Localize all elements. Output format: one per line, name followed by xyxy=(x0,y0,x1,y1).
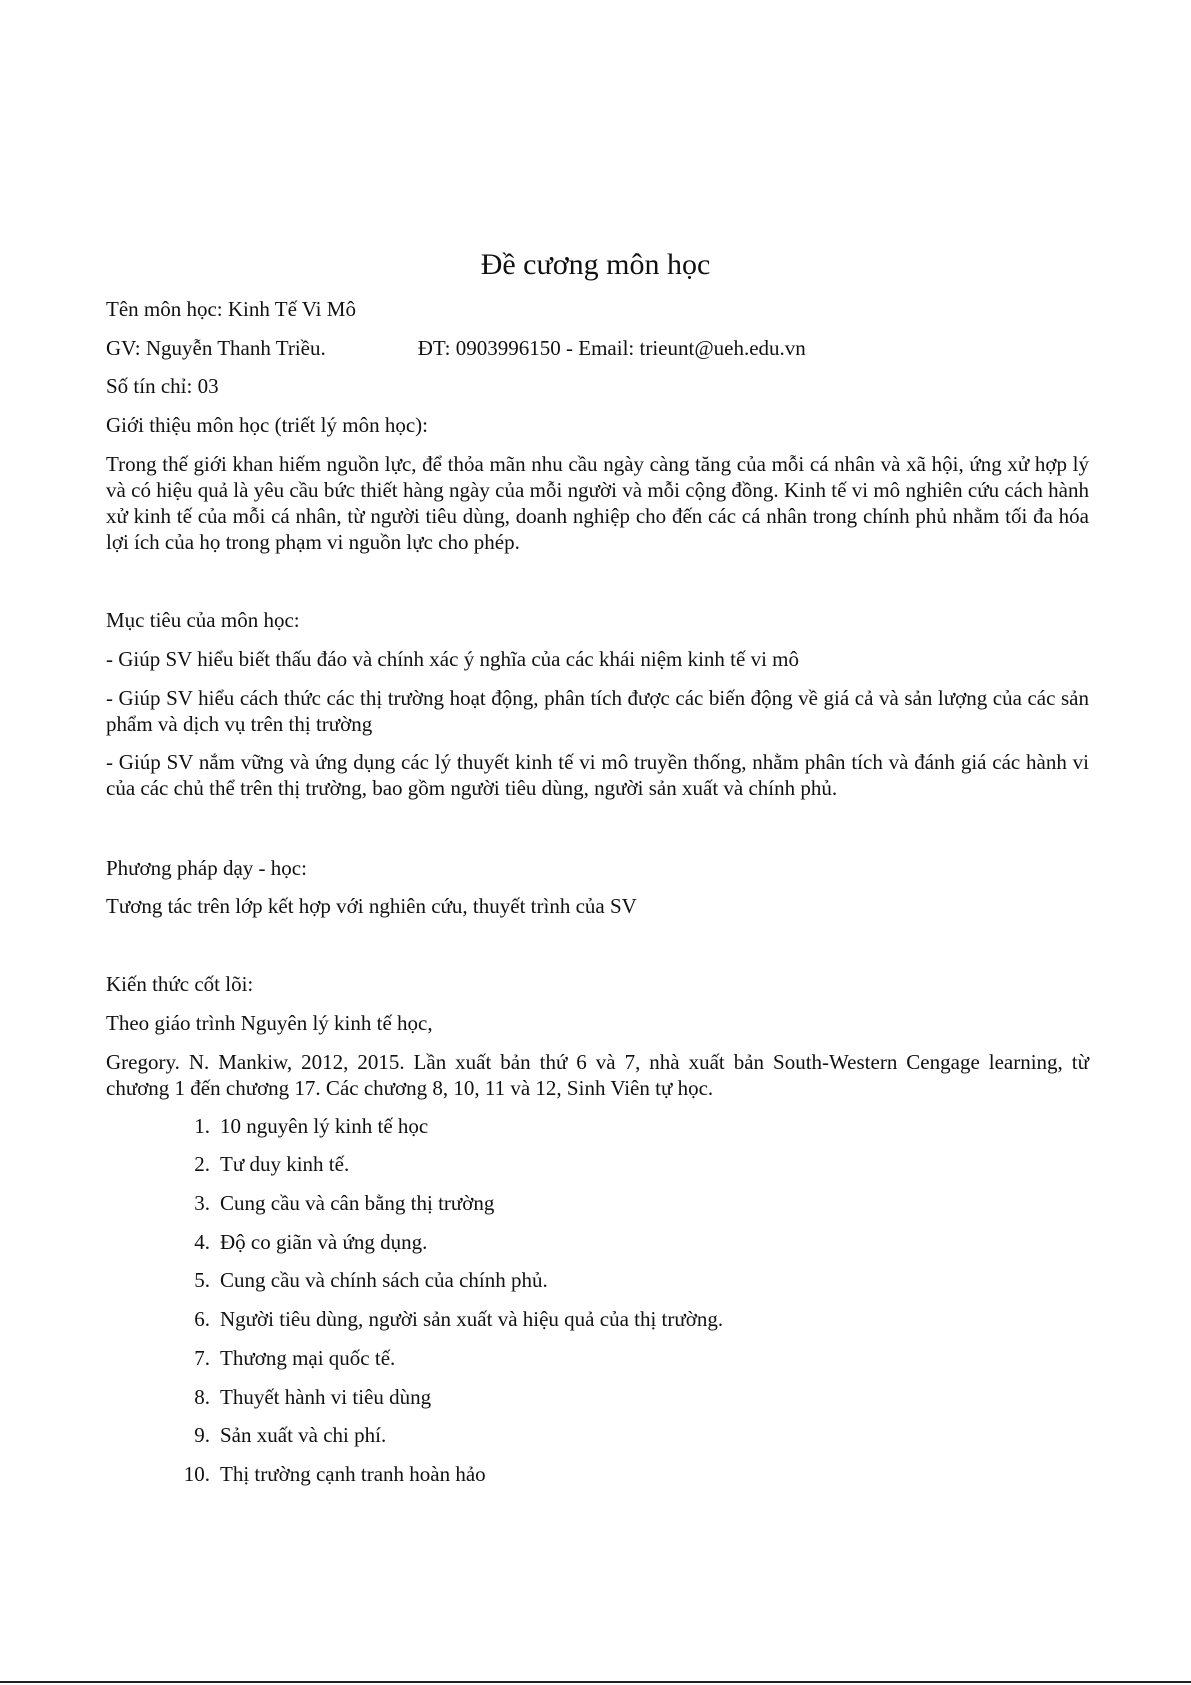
chapter-title: Thị trường cạnh tranh hoàn hảo xyxy=(220,1462,486,1486)
lecturer-line xyxy=(106,335,806,361)
chapter-list-item xyxy=(172,1422,386,1448)
chapter-list-item xyxy=(172,1151,349,1177)
page-bottom-divider xyxy=(0,1681,1191,1683)
chapter-list-item xyxy=(172,1384,431,1410)
chapter-title: Thuyết hành vi tiêu dùng xyxy=(220,1385,432,1409)
chapter-list-item xyxy=(172,1113,428,1139)
objective-item: - Giúp SV hiểu biết thấu đáo và chính xác ý nghĩa của các khái niệm kinh tế vi mô xyxy=(106,647,800,671)
chapter-title: Cung cầu và cân bằng thị trường xyxy=(220,1191,495,1215)
chapter-number: 8. xyxy=(194,1385,210,1409)
chapter-title: Sản xuất và chi phí. xyxy=(220,1423,387,1447)
chapter-number: 3. xyxy=(194,1191,210,1215)
chapter-title: Cung cầu và chính sách của chính phủ. xyxy=(220,1268,548,1292)
methods-heading: Phương pháp dạy - học: xyxy=(106,856,307,880)
chapter-number: 1. xyxy=(194,1114,210,1138)
chapter-number: 4. xyxy=(194,1230,210,1254)
objective-item: - Giúp SV hiểu cách thức các thị trường hoạt động, phân tích được các biến động về giá cả và sản lượng của các sản phẩm và dịch vụ trên thị trường xyxy=(106,686,1089,736)
chapter-title: Tư duy kinh tế. xyxy=(220,1152,350,1176)
reference-paragraph: Gregory. N. Mankiw, 2012, 2015. Lần xuất bản thứ 6 và 7, nhà xuất bản South-Western Cengage learning, từ chương 1 đến chương 17. Các chương 8, 10, 11 và 12, Sinh Viên tự học. xyxy=(106,1050,1089,1100)
chapter-list-item xyxy=(172,1461,486,1487)
credits: Số tín chỉ: 03 xyxy=(106,374,219,398)
chapter-list-item xyxy=(172,1267,548,1293)
objective-item: - Giúp SV nắm vững và ứng dụng các lý thuyết kinh tế vi mô truyền thống, nhằm phân tích và đánh giá các hành vi của các chủ thể trên thị trường, bao gồm người tiêu dùng, người sản xuất và chính phủ. xyxy=(106,750,1089,800)
core-knowledge-heading: Kiến thức cốt lõi: xyxy=(106,972,254,996)
course-name: Tên môn học: Kinh Tế Vi Mô xyxy=(106,297,356,321)
objectives-heading: Mục tiêu của môn học: xyxy=(106,608,300,632)
chapter-number: 5. xyxy=(194,1268,210,1292)
chapter-number: 6. xyxy=(194,1307,210,1331)
chapter-list-item xyxy=(172,1345,395,1371)
lecturer-name: GV: Nguyễn Thanh Triều. xyxy=(106,336,326,360)
chapter-list-item xyxy=(172,1190,494,1216)
chapter-title: Độ co giãn và ứng dụng. xyxy=(220,1230,428,1254)
intro-body: Trong thế giới khan hiếm nguồn lực, để thỏa mãn nhu cầu ngày càng tăng của mỗi cá nhân và xã hội, ứng xử hợp lý và có hiệu quả là yêu cầu bức thiết hàng ngày của mỗi người và mỗi cộng đồng. Kinh tế vi mô nghiên cứu cách hành xử kinh tế của mỗi cá nhân, từ người tiêu dùng, doanh nghiệp cho đến các cá nhân trong chính phủ nhằm tối đa hóa lợi ích của họ trong phạm vi nguồn lực cho phép. xyxy=(106,452,1089,554)
chapter-number: 10. xyxy=(183,1462,210,1486)
lecturer-contact: ĐT: 0903996150 - Email: trieunt@ueh.edu.vn xyxy=(417,336,806,360)
chapter-number: 2. xyxy=(194,1152,210,1176)
chapter-number: 9. xyxy=(194,1423,210,1447)
methods-body: Tương tác trên lớp kết hợp với nghiên cứu, thuyết trình của SV xyxy=(106,894,637,918)
chapter-list-item xyxy=(172,1306,723,1332)
chapter-list-item xyxy=(172,1229,427,1255)
chapter-title: Thương mại quốc tế. xyxy=(220,1346,396,1370)
chapter-title: Người tiêu dùng, người sản xuất và hiệu quả của thị trường. xyxy=(220,1307,724,1331)
textbook-line: Theo giáo trình Nguyên lý kinh tế học, xyxy=(106,1011,433,1035)
intro-heading: Giới thiệu môn học (triết lý môn học): xyxy=(106,413,428,437)
document-title: Đề cương môn học xyxy=(480,248,711,281)
chapter-title: 10 nguyên lý kinh tế học xyxy=(220,1114,429,1138)
chapter-number: 7. xyxy=(194,1346,210,1370)
